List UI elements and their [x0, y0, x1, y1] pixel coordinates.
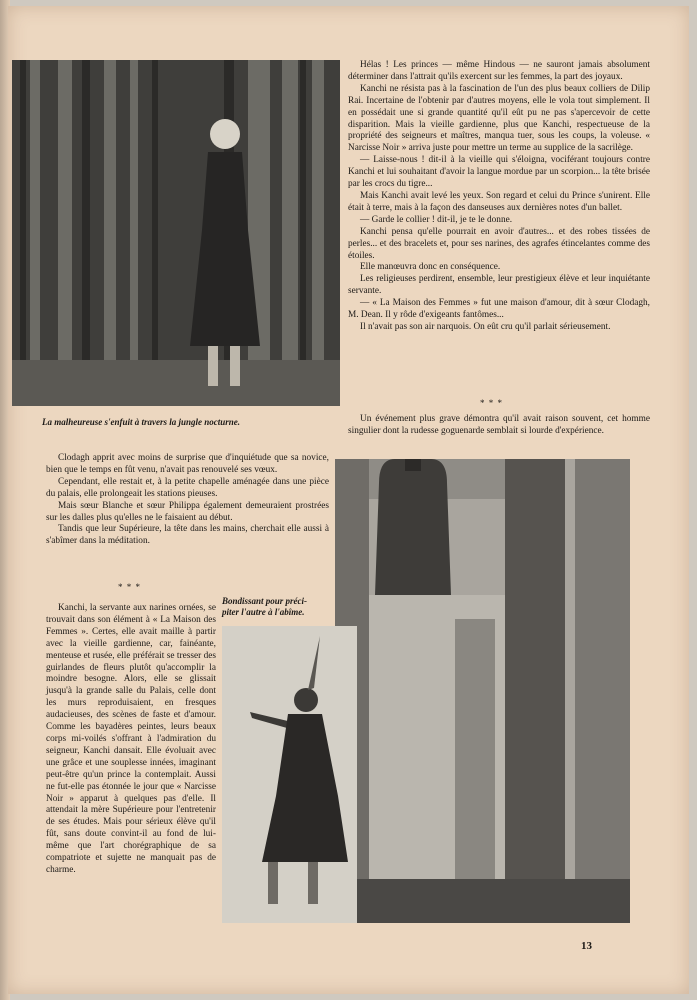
paragraph: — Garde le collier ! dit-il, je te le donne.: [360, 214, 513, 225]
caption-line: Bondissant pour préci-: [222, 596, 308, 606]
column-right-top: [348, 60, 650, 334]
caption-jungle: La malheureuse s'enfuit à travers la jungle nocturne.: [42, 417, 241, 427]
paragraph: — Laisse-nous ! dit-il à la vieille qui s'éloigna, vociférant toujours contre Kanchi et lui souhaitant d'avoir la langue mordue par un scorpion... la tête brisée par les crocs du tigre...: [348, 155, 650, 190]
caption-bondissant: [222, 596, 340, 618]
paragraph: Les religieuses perdirent, ensemble, leur prestigieux élève et leur inquiétante servante.: [348, 274, 650, 297]
photo-jungle: [12, 60, 340, 406]
column-left-mid: [46, 453, 329, 548]
paragraph: Kanchi pensa qu'elle pourrait en avoir d'autres... et des robes tissées de perles... et des bracelets et, pour ses narines, des agrafes étincelantes comme des étoiles.: [348, 226, 650, 261]
paragraph: — « La Maison des Femmes » fut une maison d'amour, dit à sœur Clodagh, M. Dean. Il y rôde d'exigeants fantômes...: [348, 298, 650, 321]
dancer-illustration: [222, 626, 357, 923]
paragraph: Mais sœur Blanche et sœur Philippa également demeuraient prostrées sur les dalles plus qu'elles ne le faisaient au début.: [46, 500, 329, 523]
caption-line: piter l'autre à l'abîme.: [222, 607, 305, 617]
paragraph: Il n'avait pas son air narquois. On eût cru qu'il parlait sérieusement.: [360, 321, 611, 332]
column-left-bottom: [46, 603, 216, 877]
paragraph: Mais Kanchi avait levé les yeux. Son regard et celui du Prince s'unirent. Elle était à terre, mais à la façon des danseuses aux dernières notes d'un ballet.: [348, 190, 650, 213]
paragraph: Tandis que leur Supérieure, la tête dans les mains, cherchait elle aussi à s'abîmer dans la méditation.: [46, 524, 329, 547]
photo-dancer: [222, 626, 357, 923]
section-separator: * * *: [118, 582, 141, 592]
jungle-illustration: [12, 60, 340, 406]
paragraph: Clodagh apprit avec moins de surprise que d'inquiétude que sa novice, bien que le temps en fût venu, n'avait pas renouvelé ses vœux.: [46, 453, 329, 475]
column-right-mid: [348, 414, 650, 438]
section-separator: * * *: [480, 398, 503, 408]
paragraph: Hélas ! Les princes — même Hindous — ne sauront jamais absolument déterminer dans l'attrait qu'ils exercent sur les femmes, la part des joyaux.: [348, 60, 650, 82]
paragraph: Un événement plus grave démontra qu'il avait raison souvent, cet homme singulier dont la rudesse goguenarde semblait si lourde d'expérience.: [348, 414, 650, 436]
page-number: 13: [581, 940, 592, 952]
photo-bell-temple: [335, 459, 630, 923]
magazine-page: [8, 6, 689, 994]
paragraph: Cependant, elle restait et, à la petite chapelle aménagée dans une pièce du palais, elle prolongeait les stations pieuses.: [46, 476, 329, 499]
paragraph: Kanchi, la servante aux narines ornées, se trouvait dans son élément à « La Maison des Femmes ». Certes, elle avait maille à partir avec la vieille gardienne, car, fainéante, menteuse et rusée, elle préférait se tresser des guirlandes de fleurs plutôt qu'accomplir la moindre besogne. Alors, elle se glissait jusqu'à la grande salle du Palais, celle dont les murs reproduisaient, en fresques audacieuses, des scènes de faste et d'amour. Comme les bayadères peintes, leurs beaux corps mi-voilés s'offrant à l'admiration du seigneur, Kanchi dansait. Elle évoluait avec une grâce et une souplesse innées, imaginant peut-être qu'un prince la contemplait. Aussi ne fut-elle pas étonnée le jour que « Narcisse Noir » apparut à quelques pas d'elle. Il attendait la mère Supérieure pour l'entretenir de ses études. Mais pour sérieux élève qu'il fût, sans doute convint-il au fond de lui-même que l'art chorégraphique de sa compatriote et sujette ne manquait pas de charme.: [46, 603, 216, 875]
paragraph: Kanchi ne résista pas à la fascination de l'un des plus beaux colliers de Dilip Rai. Incertaine de l'obtenir par d'autres moyens, elle le vola tout simplement. Il en possédait une si grande quantité qu'il eût pu ne pas s'apercevoir de cette disparition. Mais la vieille gardienne, plus que Kanchi, respectueuse de la propriété des seigneurs et maîtres, manqua tuer, sous les coups, la voleuse. « Narcisse Noir » arriva juste pour mettre un terme au supplice de la sacrilège.: [348, 83, 650, 154]
bell-temple-illustration: [335, 459, 630, 923]
paragraph: Elle manœuvra donc en conséquence.: [360, 262, 501, 273]
